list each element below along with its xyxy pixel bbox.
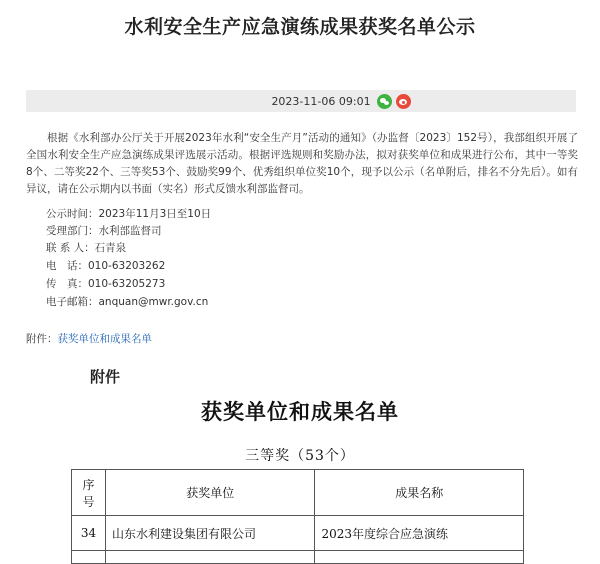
table-row [72, 516, 524, 551]
tier-heading: 三等奖（53个） [245, 448, 355, 464]
partial-cell [315, 551, 524, 564]
info-fax: 传 真：010-63205273 [46, 278, 166, 290]
header-no-line1: 序 [82, 477, 95, 492]
weibo-share-icon[interactable] [396, 94, 411, 109]
header-no-line2: 号 [82, 494, 95, 509]
meta-bar [26, 90, 576, 112]
announcement-paragraph: 根据《水利部办公厅关于开展2023年水利“安全生产月”活动的通知》（办监督〔2023〕152号），我部组织开展了全国水利安全生产应急演练成果评选展示活动。根据评选规则和奖励办法，拟对获奖单位和成果进行公布，其中一等奖8个、二等奖22个、三等奖53个、鼓励奖99个、优秀组织单位奖10个，现予以公示（名单附后，排名不分先后）。如有异议，请在公示期内以书面（实名）形式反馈水利部监督司。 [26, 132, 578, 195]
page-title: 水利安全生产应急演练成果获奖名单公示 [124, 16, 476, 38]
award-table [71, 469, 524, 564]
partial-cell [105, 551, 314, 564]
attachment-line [26, 331, 152, 346]
header-no [72, 470, 106, 516]
row-no: 34 [72, 516, 106, 551]
announcement-body [26, 130, 578, 198]
info-dept: 受理部门：水利部监督司 [46, 225, 162, 237]
table-row-partial [72, 551, 524, 564]
publish-date: 2023-11-06 09:01 [271, 94, 371, 108]
info-email: 电子邮箱：anquan@mwr.gov.cn [46, 296, 209, 308]
header-result: 成果名称 [315, 470, 524, 516]
wechat-share-icon[interactable] [377, 94, 392, 109]
partial-cell [72, 551, 106, 564]
info-period: 公示时间：2023年11月3日至10日 [46, 208, 212, 220]
list-title: 获奖单位和成果名单 [201, 399, 399, 424]
attachment-label: 附件： [26, 333, 58, 345]
info-contact: 联 系 人：石青泉 [46, 242, 127, 254]
header-unit: 获奖单位 [105, 470, 314, 516]
row-unit: 山东水利建设集团有限公司 [105, 516, 314, 551]
info-phone: 电 话：010-63203262 [46, 260, 166, 272]
annex-label: 附件 [90, 368, 121, 386]
table-header-row [72, 470, 524, 516]
row-result: 2023年度综合应急演练 [315, 516, 524, 551]
attachment-link[interactable]: 获奖单位和成果名单 [57, 333, 152, 345]
